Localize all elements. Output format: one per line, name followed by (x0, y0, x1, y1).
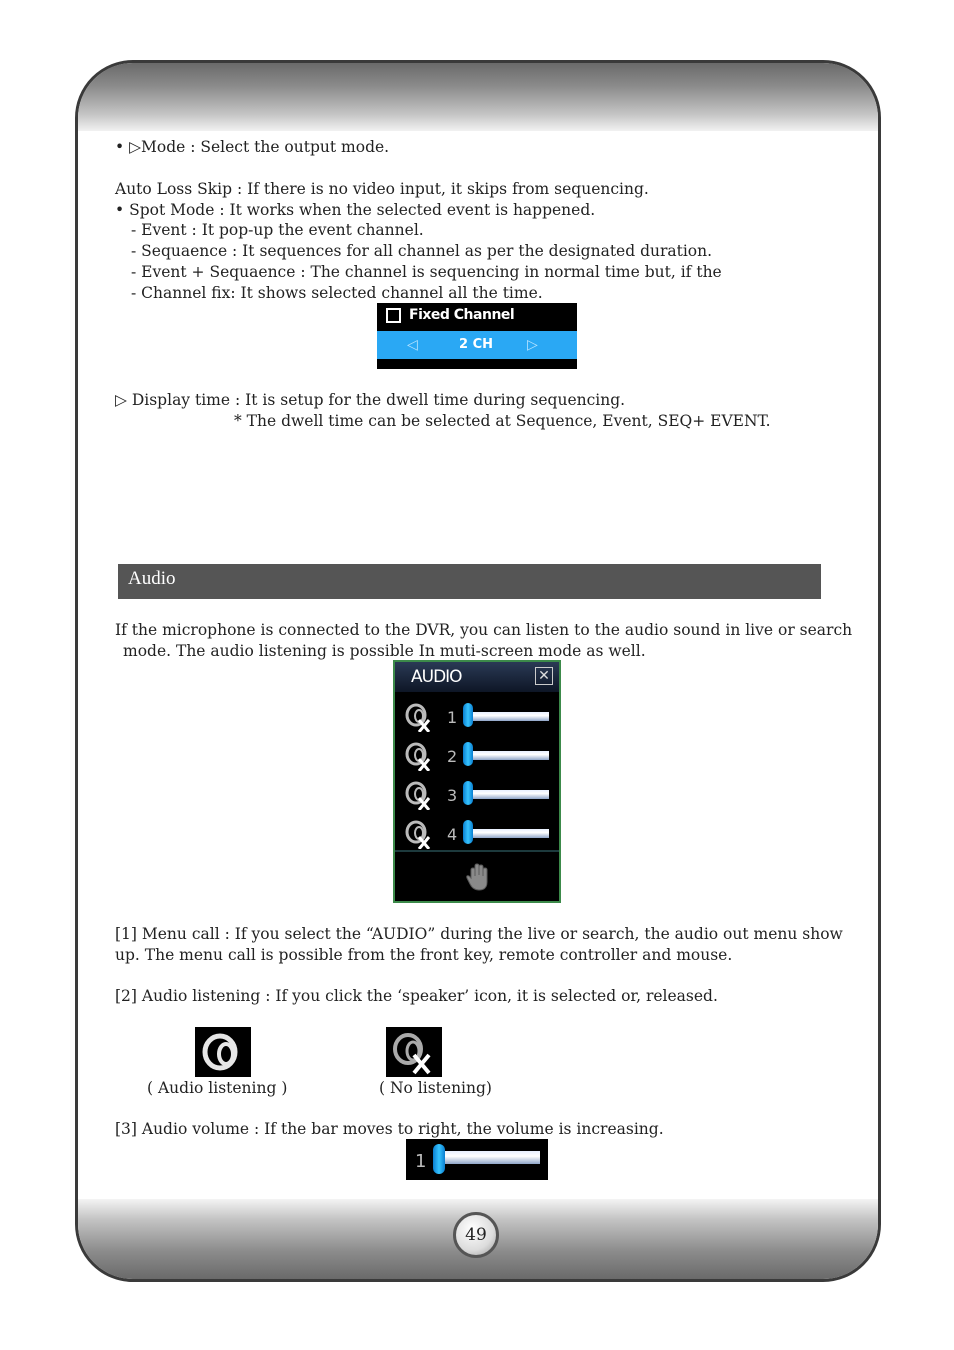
speaker-muted-icon[interactable] (405, 780, 431, 810)
section-title: Audio (128, 568, 176, 589)
fixed-channel-checkbox[interactable] (386, 308, 401, 323)
display-time-text: ▷ Display time : It is setup for the dwell time during sequencing. (115, 391, 626, 409)
fixed-channel-row[interactable] (377, 303, 577, 331)
close-icon[interactable]: ✕ (535, 667, 553, 685)
right-arrow-icon[interactable]: ▷ (527, 337, 538, 353)
channel-number: 4 (447, 825, 458, 844)
audio-channel-row (395, 700, 559, 736)
dwell-time-note: * The dwell time can be selected at Sequence, Event, SEQ+ EVENT. (234, 412, 771, 430)
audio-channel-row (395, 739, 559, 775)
audio-panel-title: AUDIO (411, 667, 462, 687)
no-listening-example (386, 1027, 442, 1077)
audio-intro-line2: mode. The audio listening is possible In muti-screen mode as well. (123, 642, 646, 660)
speaker-muted-icon (386, 1027, 442, 1077)
left-arrow-icon[interactable]: ◁ (407, 337, 418, 353)
no-listening-caption: ( No listening) (379, 1079, 492, 1097)
channel-number: 2 (447, 747, 458, 766)
page-header-band (78, 63, 878, 131)
menu-call-line2: up. The menu call is possible from the front key, remote controller and mouse. (115, 946, 733, 964)
mode-text: • ▷Mode : Select the output mode. (115, 138, 390, 156)
volume-knob[interactable] (463, 820, 473, 844)
hand-icon[interactable] (465, 862, 493, 892)
page-number: 49 (453, 1212, 499, 1258)
speaker-muted-icon[interactable] (405, 741, 431, 771)
speaker-on-icon (195, 1027, 251, 1077)
listening-example (195, 1027, 251, 1077)
volume-bar-example (406, 1139, 548, 1180)
speaker-muted-icon[interactable] (405, 819, 431, 849)
audio-channel-row (395, 778, 559, 814)
volume-track (438, 1151, 540, 1164)
volume-track[interactable] (467, 712, 549, 721)
audio-panel (393, 660, 561, 903)
channel-value: 2 CH (459, 337, 493, 352)
channel-number: 1 (447, 708, 458, 727)
spot-mode-text: • Spot Mode : It works when the selected event is happened. (115, 201, 596, 219)
audio-volume-text: [3] Audio volume : If the bar moves to right, the volume is increasing. (115, 1120, 664, 1138)
fixed-channel-widget (377, 303, 577, 369)
menu-call-line1: [1] Menu call : If you select the “AUDIO” during the live or search, the audio out menu show (115, 925, 843, 943)
channel-selector[interactable] (377, 331, 577, 359)
volume-knob (433, 1144, 445, 1174)
fixed-channel-label: Fixed Channel (409, 307, 515, 323)
volume-knob[interactable] (463, 742, 473, 766)
listening-caption: ( Audio listening ) (147, 1079, 288, 1097)
volume-knob[interactable] (463, 781, 473, 805)
audio-panel-header (395, 662, 559, 692)
volume-track[interactable] (467, 790, 549, 799)
audio-listening-text: [2] Audio listening : If you click the ‘speaker’ icon, it is selected or, released. (115, 987, 718, 1005)
section-header (118, 564, 821, 599)
speaker-muted-icon[interactable] (405, 702, 431, 732)
panel-divider (395, 850, 559, 852)
event-text: - Event : It pop-up the event channel. (131, 221, 424, 239)
auto-loss-skip-text: Auto Loss Skip : If there is no video input, it skips from sequencing. (115, 180, 649, 198)
audio-intro-line1: If the microphone is connected to the DVR, you can listen to the audio sound in live or search (115, 621, 853, 639)
audio-channel-row (395, 817, 559, 853)
sequence-text: - Sequaence : It sequences for all channel as per the designated duration. (131, 242, 713, 260)
channel-number: 1 (415, 1151, 427, 1172)
volume-track[interactable] (467, 829, 549, 838)
channel-number: 3 (447, 786, 458, 805)
volume-track[interactable] (467, 751, 549, 760)
event-sequence-text: - Event + Sequaence : The channel is sequencing in normal time but, if the (131, 263, 722, 281)
volume-knob[interactable] (463, 703, 473, 727)
channel-fix-text: - Channel fix: It shows selected channel all the time. (131, 284, 543, 302)
